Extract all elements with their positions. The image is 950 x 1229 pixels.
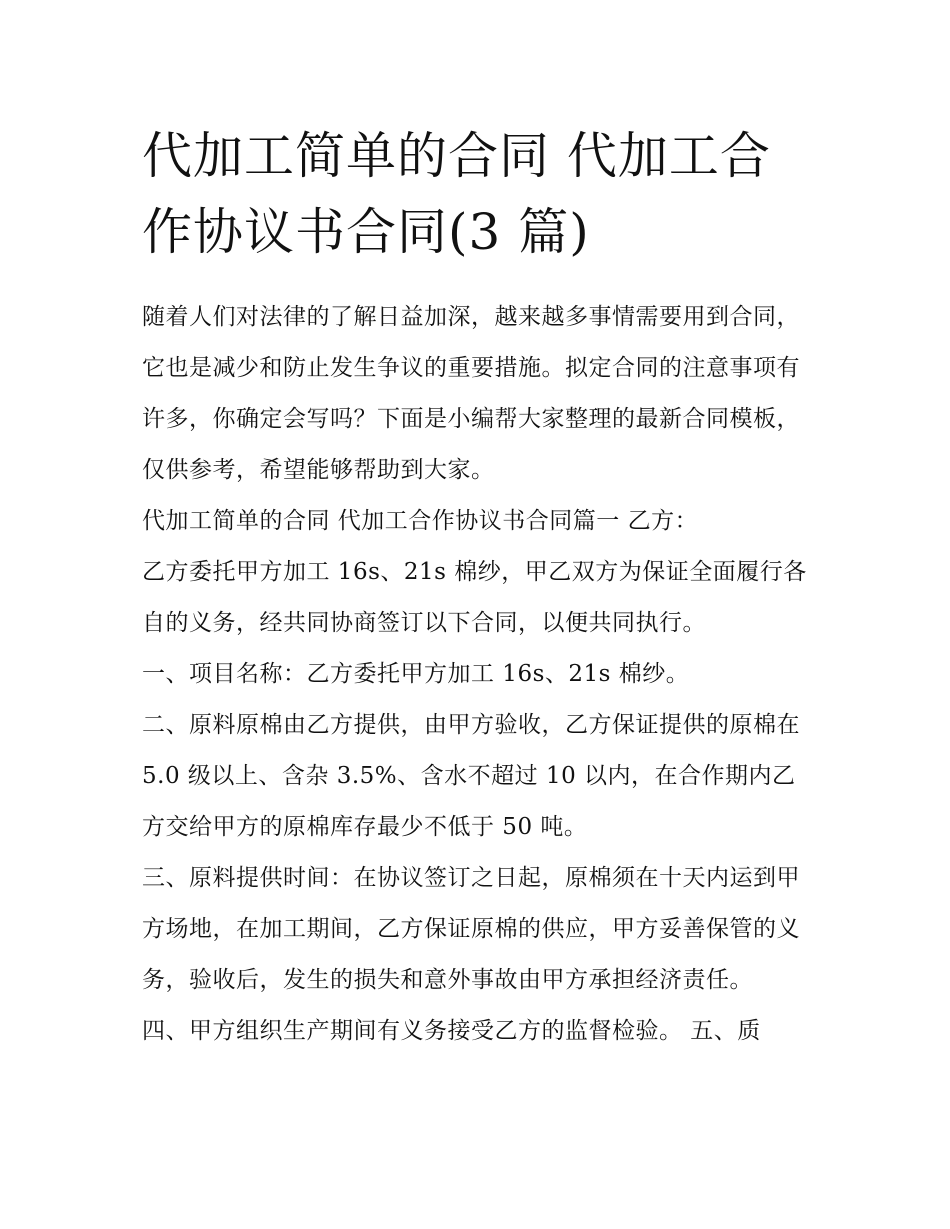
clause-four: 四、甲方组织生产期间有义务接受乙方的监督检验。 五、质 xyxy=(142,1018,761,1044)
section-heading: 代加工简单的合同 代加工合作协议书合同篇一 乙方： xyxy=(142,508,699,534)
clause-three: 三、原料提供时间：在协议签订之日起，原棉须在十天内运到甲方场地，在加工期间，乙方保证原棉的供应，甲方妥善保管的义务，验收后，发生的损失和意外事故由甲方承担经济责任。 xyxy=(142,865,800,993)
intro-paragraph: 随着人们对法律的了解日益加深，越来越多事情需要用到合同，它也是减少和防止发生争议的重要措施。拟定合同的注意事项有许多，你确定会写吗？下面是小编帮大家整理的最新合同模板，仅供参考，希望能够帮助到大家。 xyxy=(142,304,800,483)
clause-one: 一、项目名称：乙方委托甲方加工 16s、21s 棉纱。 xyxy=(142,661,690,687)
document-title: 代加工简单的合同 代加工合作协议书合同(3 篇) xyxy=(142,127,771,261)
document-content xyxy=(142,118,818,1057)
clause-two: 二、原料原棉由乙方提供，由甲方验收，乙方保证提供的原棉在 5.0 级以上、含杂 3.5%、含水不超过 10 以内，在合作期内乙方交给甲方的原棉库存最少不低于 50 吨。 xyxy=(142,712,800,840)
contract-preamble: 乙方委托甲方加工 16s、21s 棉纱，甲乙双方为保证全面履行各自的义务，经共同协商签订以下合同，以便共同执行。 xyxy=(142,559,807,636)
